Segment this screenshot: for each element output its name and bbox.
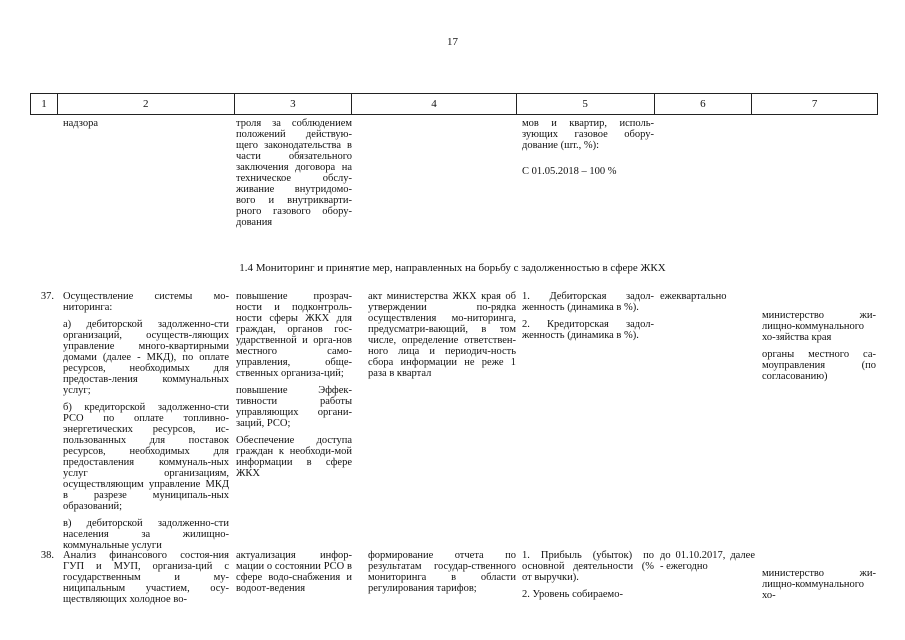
row38-col5 — [522, 550, 654, 606]
row37-col5 — [522, 291, 654, 347]
row38-col3: актуализация инфор-мации о состоянии РСО в сфере водо-снабжения и водоот-ведения — [236, 550, 352, 594]
row37-col2-p3: б) кредиторской задолженно-сти РСО по оплате топливно-энергетических ресурсов, ис-пользованных для поставок ресурсов, необходимых для предоставления коммуналь-ных услуг организациям, осуществляющим управление МКД в разрезе муниципаль-ных образований; — [63, 402, 229, 512]
continued-col5-line2: С 01.05.2018 – 100 % — [522, 166, 617, 177]
row38-col5-p1: 1. Прибыль (убыток) по основной деятельности (% от выручки). — [522, 550, 654, 583]
section-title: 1.4 Мониторинг и принятие мер, направленных на борьбу с задолженностью в сфере ЖКХ — [239, 262, 666, 274]
page-number: 17 — [447, 36, 458, 48]
header-cell-5: 5 — [517, 94, 655, 114]
row38-col5-p2: 2. Уровень собираемо- — [522, 589, 623, 600]
row38-col7: министерство жи-лищно-коммунального хо- — [762, 568, 876, 601]
row37-col3-p2: повышение Эффек-тивности работы управляющих органи-заций, РСО; — [236, 385, 352, 429]
row38-col2: Анализ финансового состоя-ния ГУП и МУП, организа-ций с государственным и му-ниципальным участием, осу-ществляющих холодное во- — [63, 550, 229, 605]
row37-col3 — [236, 291, 352, 485]
row37-col7 — [762, 310, 876, 388]
continued-col2: надзора — [63, 118, 98, 129]
row37-col5-p1: 1. Дебиторская задол-женность (динамика в %). — [522, 291, 654, 313]
row38-number: 38. — [40, 550, 54, 561]
row38-col6: до 01.10.2017, далее - ежегодно — [660, 550, 755, 572]
header-cell-4: 4 — [352, 94, 517, 114]
row37-col4: акт министерства ЖКХ края об утверждении по-рядка осуществления мо-ниторинга, предусматри-вающий, в том числе, определение ответствен-ного лица и периодич-ность сбора информации не реже 1 раза в квартал — [368, 291, 516, 379]
row37-col2-p1: Осуществление системы мо-ниторинга: — [63, 291, 229, 313]
header-cell-7: 7 — [811, 98, 818, 110]
row37-col7-p1: министерство жи-лищно-коммунального хо-зяйства края — [762, 310, 876, 343]
header-cell-2: 2 — [58, 94, 235, 114]
continued-col5 — [522, 118, 654, 183]
row37-col3-p1: повышение прозрач-ности и подконтроль-ности сферы ЖКХ для граждан, органов гос-ударственной и орга-нов местного само-управления, обще-ственных организа-ций; — [236, 291, 352, 379]
row37-col2-p2: а) дебиторской задолженно-сти организаций, осуществ-ляющих управление много-квартирными домами (далее - МКД), по оплате ресурсов, необходимых для предостав-ления коммунальных услуг; — [63, 319, 229, 396]
row37-col6: ежеквартально — [660, 291, 727, 302]
header-cell-3: 3 — [235, 94, 353, 114]
row37-number: 37. — [40, 291, 54, 302]
table-header-row — [30, 93, 878, 115]
row37-col2-p4: в) дебиторской задолженно-сти населения за жилищно-коммунальные услуги — [63, 518, 229, 551]
header-cell-1: 1 — [31, 94, 58, 114]
continued-col5-line1: мов и квартир, исполь-зующих газовое обору-дование (шт., %): — [522, 118, 654, 151]
row38-col4: формирование отчета по результатам государ-ственного мониторинга в области регулирования тарифов; — [368, 550, 516, 594]
row37-col3-p3: Обеспечение доступа граждан к необходи-мой информации в сфере ЖКХ — [236, 435, 352, 479]
continued-col3: троля за соблюдением положений действую-щего законодательства в части обязательного заключения договора на техническое обслу-живание внутридомо-вого и внутрикварти-рного газового обору-дования — [236, 118, 352, 228]
row37-col2 — [63, 291, 229, 557]
row37-col5-p2: 2. Кредиторская задол-женность (динамика в %). — [522, 319, 654, 341]
row37-col7-p2: органы местного са-моуправления (по согласованию) — [762, 349, 876, 382]
header-cell-6: 6 — [655, 94, 753, 114]
